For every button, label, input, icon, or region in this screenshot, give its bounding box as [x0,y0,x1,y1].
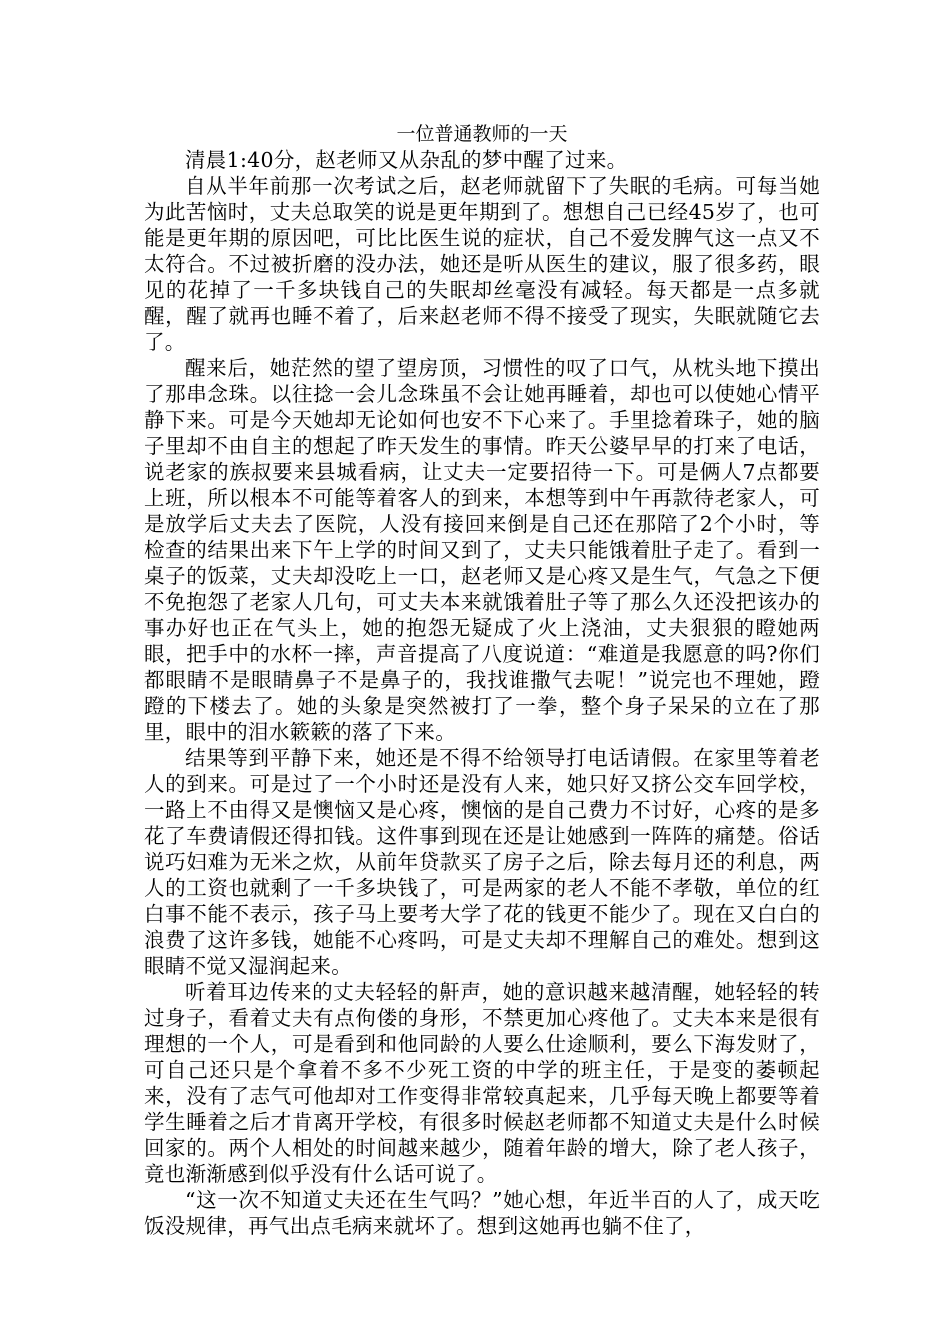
document-title: 一位普通教师的一天 [396,123,568,145]
document-page [144,121,820,1239]
paragraph-2: 自从半年前那一次考试之后，赵老师就留下了失眠的毛病。可每当她为此苦恼时，丈夫总取笑的说是更年期到了。想想自己已经45岁了，也可能是更年期的原因吧，可比比医生说的症状，自己不爱发脾气这一点又不太符合。不过被折磨的没办法，她还是听从医生的建议，服了很多药，眼见的花掉了一千多块钱自己的失眠却丝毫没有减轻。每天都是一点多就醒，醒了就再也睡不着了，后来赵老师不得不接受了现实，失眠就随它去了。 [144,174,820,354]
paragraph-3: 醒来后，她茫然的望了望房顶，习惯性的叹了口气，从枕头地下摸出了那串念珠。以往捻一会儿念珠虽不会让她再睡着，却也可以使她心情平静下来。可是今天她却无论如何也安不下心来了。手里捻着珠子，她的脑子里却不由自主的想起了昨天发生的事情。昨天公婆早早的打来了电话，说老家的族叔要来县城看病，让丈夫一定要招待一下。可是俩人7点都要上班，所以根本不可能等着客人的到来，本想等到中午再款待老家人，可是放学后丈夫去了医院，人没有接回来倒是自己还在那陪了2个小时，等检查的结果出来下午上学的时间又到了，丈夫只能饿着肚子走了。看到一桌子的饭菜，丈夫却没吃上一口，赵老师又是心疼又是生气，气急之下便不免抱怨了老家人几句，可丈夫本来就饿着肚子等了那么久还没把该办的事办好也正在气头上，她的抱怨无疑成了火上浇油，丈夫狠狠的瞪她两眼，把手中的水杯一摔，声音提高了八度说道：“难道是我愿意的吗?你们都眼睛不是眼睛鼻子不是鼻子的，我找谁撒气去呢！”说完也不理她，蹬蹬的下楼去了。她的头象是突然被打了一拳，整个身子呆呆的立在了那里，眼中的泪水簌簌的落了下来。 [144,356,820,744]
paragraph-1: 清晨1:40分，赵老师又从杂乱的梦中醒了过来。 [185,148,628,172]
paragraph-5: 听着耳边传来的丈夫轻轻的鼾声，她的意识越来越清醒，她轻轻的转过身子，看着丈夫有点佝偻的身形，不禁更加心疼他了。丈夫本来是很有理想的一个人，可是看到和他同龄的人要么仕途顺利，要么下海发财了，可自己还只是个拿着不多不少死工资的中学的班主任，于是变的萎顿起来，没有了志气可他却对工作变得非常较真起来，几乎每天晚上都要等着学生睡着之后才肯离开学校，有很多时候赵老师都不知道丈夫是什么时候回家的。两个人相处的时间越来越少，随着年龄的增大，除了老人孩子，竟也渐渐感到似乎没有什么话可说了。 [144,980,820,1186]
paragraph-6: “这一次不知道丈夫还在生气吗？”她心想，年近半百的人了，成天吃饭没规律，再气出点毛病来就坏了。想到这她再也躺不住了， [144,1188,820,1238]
paragraph-4: 结果等到平静下来，她还是不得不给领导打电话请假。在家里等着老人的到来。可是过了一个小时还是没有人来，她只好又挤公交车回学校，一路上不由得又是懊恼又是心疼，懊恼的是自己费力不讨好，心疼的是多花了车费请假还得扣钱。这件事到现在还是让她感到一阵阵的痛楚。俗话说巧妇难为无米之炊，从前年贷款买了房子之后，除去每月还的利息，两人的工资也就剩了一千多块钱了，可是两家的老人不能不孝敬，单位的红白事不能不表示，孩子马上要考大学了花的钱更不能少了。现在又白白的浪费了这许多钱，她能不心疼吗，可是丈夫却不理解自己的难处。想到这眼睛不觉又湿润起来。 [144,746,820,978]
